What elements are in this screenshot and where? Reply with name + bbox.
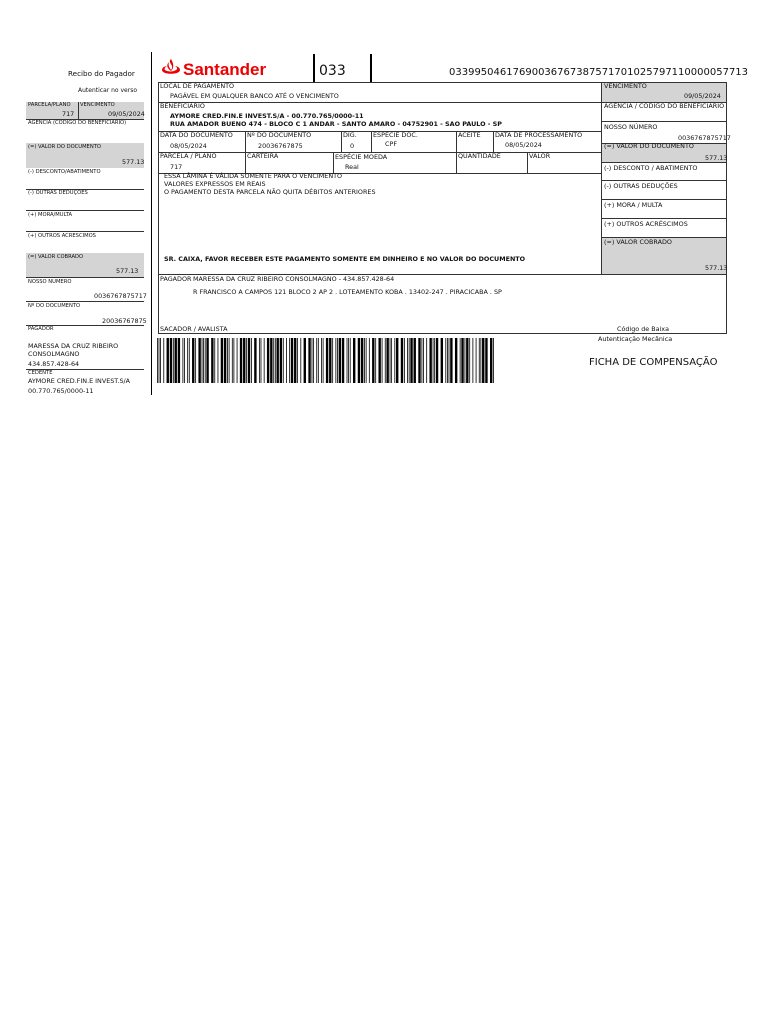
- mora-label: (+) MORA / MULTA: [604, 201, 663, 209]
- receipt-outros-acrescimos-label: (+) OUTROS ACRESCIMOS: [28, 233, 96, 239]
- especie-doc-label: ESPÉCIE DOC.: [373, 131, 418, 139]
- agencia-label: AGÊNCIA / CÓDIGO DO BENEFICIÁRIO: [604, 102, 725, 110]
- receipt-valor-doc-value: 577.13: [122, 158, 145, 166]
- receipt-cedente-label: CEDENTE: [28, 370, 53, 376]
- outras-deducoes-label: (-) OUTRAS DEDUÇÕES: [604, 182, 678, 190]
- instruction-1: ESSA LÂMINA É VÁLIDA SOMENTE PARA O VENCIMENTO: [164, 172, 343, 180]
- dig-label: DIG.: [343, 131, 357, 139]
- pagador-value: MARESSA DA CRUZ RIBEIRO CONSOLMAGNO - 434.857.428-64: [193, 275, 395, 283]
- receipt-valor-cobrado-value: 577.13: [116, 267, 139, 275]
- pagador-label: PAGADOR: [160, 275, 192, 283]
- quantidade-label: QUANTIDADE: [458, 152, 501, 160]
- santander-logo-text: Santander: [183, 60, 267, 79]
- receipt-cedente-cnpj: 00.770.765/0000-11: [28, 387, 94, 395]
- caixa-note: SR. CAIXA, FAVOR RECEBER ESTE PAGAMENTO SOMENTE EM DINHEIRO E NO VALOR DO DOCUMENTO: [164, 255, 526, 263]
- receipt-agencia-label: AGENCIA (CODIGO DO BENEFICIARIO): [28, 120, 127, 126]
- receipt-cedente-name: AYMORE CRED.FIN.E INVEST.S/A: [28, 377, 131, 385]
- especie-moeda-value: Real: [345, 163, 359, 171]
- receipt-mora-label: (+) MORA/MULTA: [28, 212, 73, 218]
- santander-flame-icon: [160, 58, 182, 80]
- receipt-vencimento-label: VENCIMENTO: [80, 102, 115, 108]
- receipt-pagador-name-1: MARESSA DA CRUZ RIBEIRO: [28, 342, 119, 350]
- receipt-valor-doc-label: (=) VALOR DO DOCUMENTO: [28, 144, 101, 150]
- especie-doc-value: CPF: [385, 140, 397, 148]
- num-doc-value: 20036767875: [258, 142, 303, 150]
- digitable-line[interactable]: 03399504617690036767387571701025797110000057713: [449, 67, 749, 78]
- receipt-parcela-label: PARCELA/PLANO: [28, 102, 71, 108]
- vencimento-value: 09/05/2024: [684, 92, 721, 100]
- receipt-vencimento-value: 09/05/2024: [108, 110, 145, 118]
- data-proc-value: 08/05/2024: [505, 141, 542, 149]
- instruction-2: VALORES EXPRESSOS EM REAIS: [164, 180, 266, 188]
- receipt-parcela-value: 717: [62, 110, 75, 118]
- receipt-pagador-name-2: CONSOLMAGNO: [28, 350, 80, 358]
- bank-code: 033: [319, 63, 346, 79]
- nosso-numero-value: 0036767875717: [678, 134, 731, 142]
- local-pagamento-label: LOCAL DE PAGAMENTO: [160, 82, 235, 90]
- receipt-desconto-label: (-) DESCONTO/ABATIMENTO: [28, 169, 101, 175]
- valor-cobrado-label: (=) VALOR COBRADO: [604, 238, 672, 246]
- receipt-nosso-numero-label: NOSSO NUMERO: [28, 279, 72, 285]
- receipt-num-documento-value: 20036767875: [102, 317, 147, 325]
- receipt-title: Recibo do Pagador: [68, 69, 135, 78]
- valor-doc-value: 577.13: [705, 154, 728, 162]
- receipt-num-documento-label: Nº DO DOCUMENTO: [28, 303, 81, 309]
- receipt-pagador-label: PAGADOR: [28, 326, 54, 332]
- data-doc-label: DATA DO DOCUMENTO: [160, 131, 233, 139]
- receipt-nosso-numero-value: 0036767875717: [94, 292, 147, 300]
- instruction-3: O PAGAMENTO DESTA PARCELA NÃO QUITA DÉBITOS ANTERIORES: [164, 188, 376, 196]
- aceite-label: ACEITE: [458, 131, 481, 139]
- valor-cobrado-value: 577.13: [705, 264, 728, 272]
- dig-value: 0: [350, 142, 355, 150]
- pagador-address: R FRANCISCO A CAMPOS 121 BLOCO 2 AP 2 . LOTEAMENTO KOBA . 13402-247 . PIRACICABA . SP: [193, 288, 502, 296]
- carteira-label: CARTEIRA: [247, 152, 279, 160]
- vencimento-label: VENCIMENTO: [604, 82, 647, 90]
- receipt-pagador-cpf: 434.857.428-64: [28, 360, 80, 368]
- data-proc-label: DATA DE PROCESSAMENTO: [495, 131, 583, 139]
- especie-moeda-label: ESPÉCIE MOEDA: [335, 153, 388, 161]
- ficha-compensacao-label: FICHA DE COMPENSAÇÃO: [589, 357, 718, 368]
- desconto-label: (-) DESCONTO / ABATIMENTO: [604, 164, 698, 172]
- stub-separator: [151, 52, 152, 395]
- parcela-label: PARCELA / PLANO: [160, 152, 217, 160]
- receipt-valor-cobrado-label: (=) VALOR COBRADO: [28, 254, 84, 260]
- beneficiario-line2: RUA AMADOR BUENO 474 - BLOCO C 1 ANDAR - SANTO AMARO - 04752901 - SAO PAULO - SP: [170, 120, 502, 128]
- receipt-auth-note: Autenticar no verso: [78, 87, 138, 94]
- local-pagamento-value: PAGÁVEL EM QUALQUER BANCO ATÉ O VENCIMENTO: [170, 92, 339, 100]
- data-doc-value: 08/05/2024: [170, 142, 207, 150]
- beneficiario-label: BENEFICIÁRIO: [160, 102, 205, 110]
- nosso-numero-label: NOSSO NÚMERO: [604, 123, 658, 131]
- codigo-baixa-label: Código de Baixa: [617, 325, 669, 333]
- outros-acrescimos-label: (+) OUTROS ACRÉSCIMOS: [604, 220, 688, 228]
- barcode-icon: [157, 338, 494, 383]
- valor-doc-label: (=) VALOR DO DOCUMENTO: [604, 142, 694, 150]
- sacador-label: SACADOR / AVALISTA: [160, 325, 228, 333]
- receipt-outras-deducoes-label: (-) OUTRAS DEDUÇÕES: [28, 190, 88, 196]
- beneficiario-line1: AYMORE CRED.FIN.E INVEST.S/A - 00.770.765/0000-11: [170, 112, 364, 120]
- autenticacao-label: Autenticação Mecânica: [598, 335, 673, 343]
- parcela-value: 717: [170, 163, 183, 171]
- num-doc-label: Nº DO DOCUMENTO: [247, 131, 312, 139]
- valor-label: VALOR: [529, 152, 551, 160]
